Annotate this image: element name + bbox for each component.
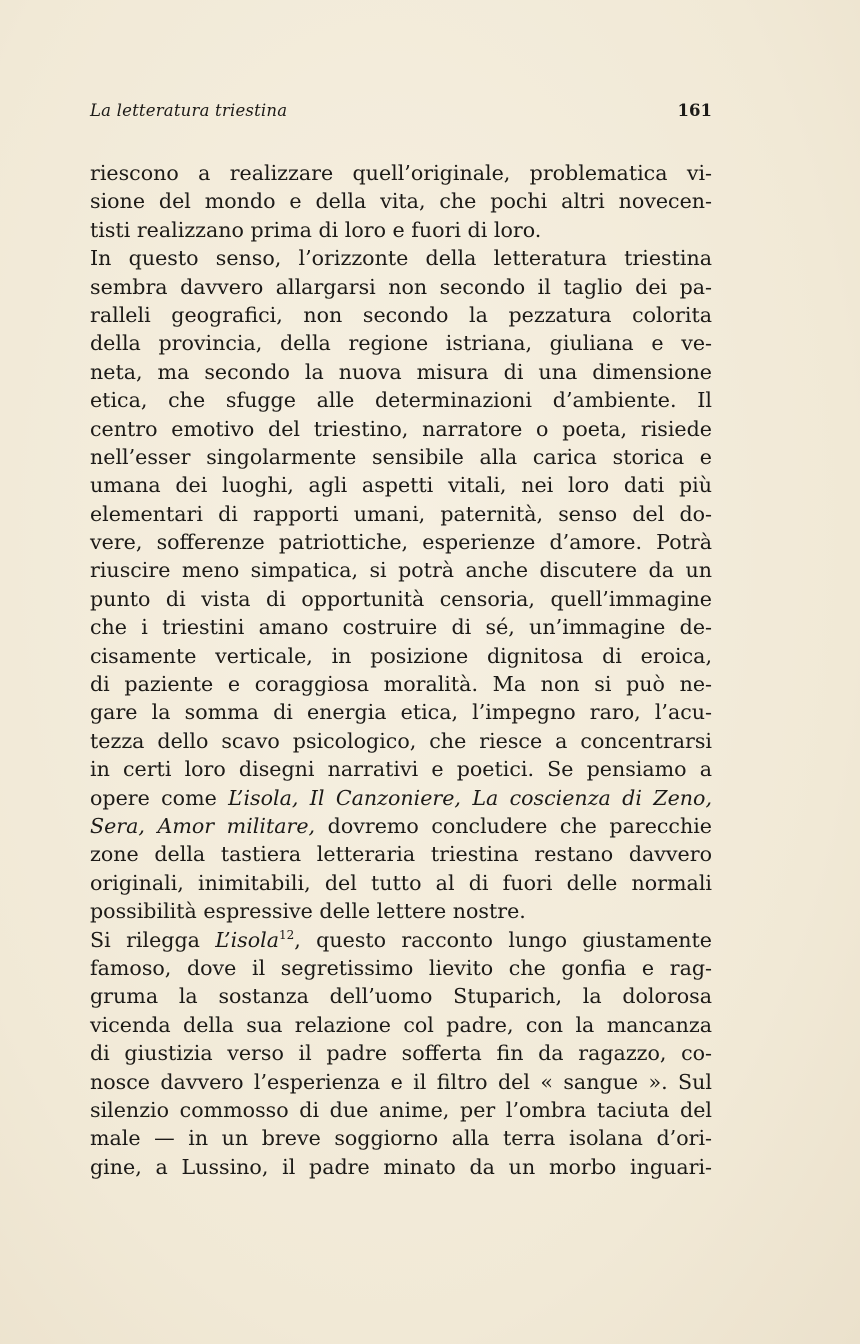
paragraph-2 xyxy=(90,244,712,925)
italic-title: L’isola xyxy=(215,927,279,952)
text-line: nosce davvero l’esperienza e il filtro del « sangue ». Sul xyxy=(90,1069,712,1094)
paragraph-1 xyxy=(90,159,712,244)
text-line: gruma la sostanza dell’uomo Stuparich, la dolorosa xyxy=(90,984,712,1009)
italic-titles: Sera, Amor militare, xyxy=(90,813,316,838)
text-line: riuscire meno simpatica, si potrà anche discutere da un xyxy=(90,558,712,583)
text-line: neta, ma secondo la nuova misura di una dimensione xyxy=(90,359,712,384)
text-line: sione del mondo e della vita, che pochi altri novecen- xyxy=(90,189,712,214)
page-number: 161 xyxy=(677,101,712,120)
text-line: originali, inimitabili, del tutto al di fuori delle normali xyxy=(90,870,712,895)
text-line: centro emotivo del triestino, narratore o poeta, risiede xyxy=(90,416,712,441)
text-line: ralleli geografici, non secondo la pezzatura colorita xyxy=(90,302,712,327)
text-line: che i triestini amano costruire di sé, un’immagine de- xyxy=(90,615,712,640)
text-line: di giustizia verso il padre sofferta fin da ragazzo, co- xyxy=(90,1041,712,1066)
text-line: vicenda della sua relazione col padre, con la mancanza xyxy=(90,1012,712,1037)
running-head xyxy=(90,101,712,125)
text-line: cisamente verticale, in posizione dignitosa di eroica, xyxy=(90,643,712,668)
text-run: , questo racconto lungo giustamente xyxy=(294,927,712,952)
paragraph-3 xyxy=(90,926,712,1182)
body-text xyxy=(90,159,712,1181)
text-line: famoso, dove il segretissimo lievito che gonfia e rag- xyxy=(90,955,712,980)
text-line: gine, a Lussino, il padre minato da un morbo inguari- xyxy=(90,1154,712,1179)
text-line: di paziente e coraggiosa moralità. Ma non si può ne- xyxy=(90,672,712,697)
text-line: zone della tastiera letteraria triestina restano davvero xyxy=(90,842,712,867)
text-line: possibilità espressive delle lettere nostre. xyxy=(90,899,526,924)
text-line: tezza dello scavo psicologico, che riesce a concentrarsi xyxy=(90,728,712,753)
text-line xyxy=(90,812,712,840)
text-line: sembra davvero allargarsi non secondo il taglio dei pa- xyxy=(90,274,712,299)
text-run: Si rilegga xyxy=(90,927,216,952)
text-line: in certi loro disegni narrativi e poetici. Se pensiamo a xyxy=(90,757,712,782)
text-line: etica, che sfugge alle determinazioni d’ambiente. Il xyxy=(90,388,712,413)
text-line: tisti realizzano prima di loro e fuori di loro. xyxy=(90,217,542,242)
text-run: dovremo concludere che parecchie xyxy=(315,813,712,838)
text-line: umana dei luoghi, agli aspetti vitali, nei loro dati più xyxy=(90,473,712,498)
running-title: La letteratura triestina xyxy=(90,101,288,120)
text-line: vere, sofferenze patriottiche, esperienze d’amore. Potrà xyxy=(90,530,712,555)
italic-titles: L’isola, Il Canzoniere, La coscienza di Zeno, xyxy=(228,785,712,810)
text-line xyxy=(90,784,712,812)
footnote-ref: 12 xyxy=(278,927,295,942)
text-line: elementari di rapporti umani, paternità, senso del do- xyxy=(90,501,712,526)
text-line: silenzio commosso di due anime, per l’ombra taciuta del xyxy=(90,1097,712,1122)
text-run: opere come xyxy=(90,785,229,810)
text-line xyxy=(90,926,712,954)
text-line: della provincia, della regione istriana, giuliana e ve- xyxy=(90,331,712,356)
text-line: male — in un breve soggiorno alla terra isolana d’ori- xyxy=(90,1126,712,1151)
text-line: nell’esser singolarmente sensibile alla carica storica e xyxy=(90,444,712,469)
text-line: punto di vista di opportunità censoria, quell’immagine xyxy=(90,586,712,611)
text-line: In questo senso, l’orizzonte della letteratura triestina xyxy=(90,246,712,271)
text-line: riescono a realizzare quell’originale, problematica vi- xyxy=(90,161,712,185)
text-line: gare la somma di energia etica, l’impegno raro, l’acu- xyxy=(90,700,712,725)
